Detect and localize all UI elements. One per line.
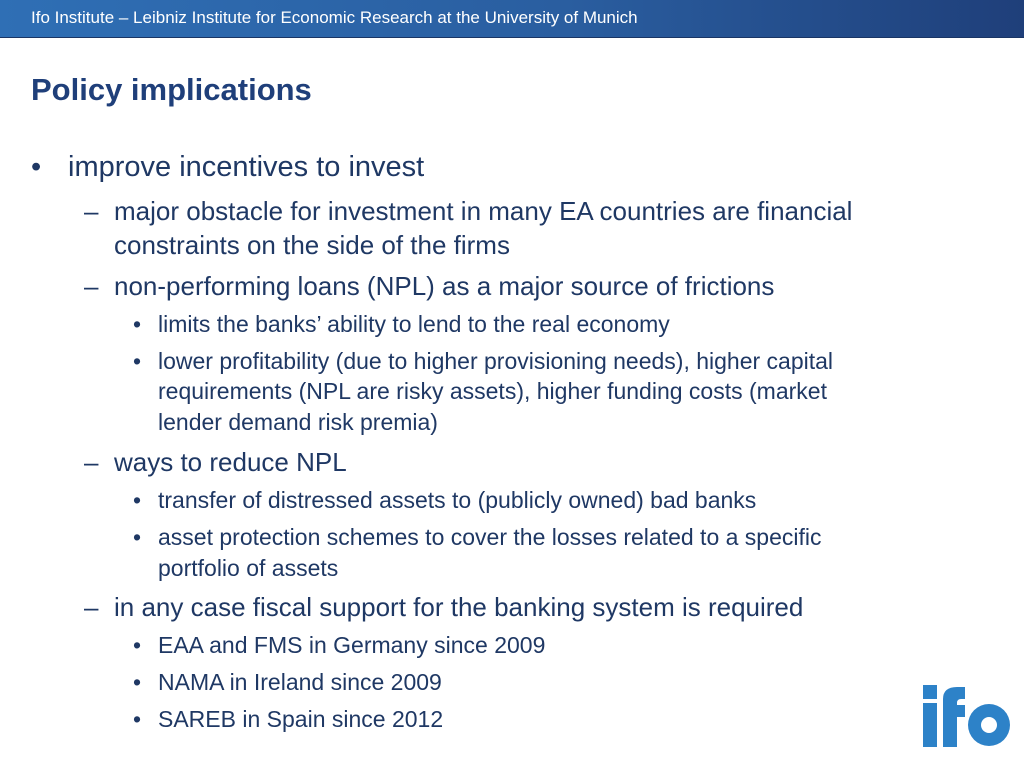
bullet-marker: • bbox=[133, 706, 142, 732]
sub-sub-bullet-item: lower profitability (due to higher provisioning needs), higher capital bbox=[158, 348, 834, 374]
dash-marker: – bbox=[84, 196, 99, 226]
sub-bullet-item: in any case fiscal support for the banking system is required bbox=[114, 592, 804, 622]
bullet-marker: • bbox=[133, 348, 142, 374]
sub-sub-bullet-item: NAMA in Ireland since 2009 bbox=[158, 669, 442, 695]
sub-sub-bullet-item: limits the banks’ ability to lend to the real economy bbox=[158, 311, 670, 337]
dash-marker: – bbox=[84, 271, 99, 301]
dash-marker: – bbox=[84, 592, 99, 622]
institute-name: Ifo Institute – Leibniz Institute for Economic Research at the University of Munich bbox=[31, 8, 638, 27]
sub-bullet-item: major obstacle for investment in many EA countries are financial bbox=[114, 196, 853, 226]
bullet-marker: • bbox=[31, 151, 42, 183]
sub-sub-bullet-item-continued: requirements (NPL are risky assets), higher funding costs (market bbox=[158, 378, 827, 404]
dash-marker: – bbox=[84, 447, 99, 477]
bullet-marker: • bbox=[133, 524, 142, 550]
ifo-logo bbox=[921, 683, 1011, 749]
header-bar bbox=[0, 0, 1024, 38]
bullet-marker: • bbox=[133, 311, 142, 337]
sub-sub-bullet-item: EAA and FMS in Germany since 2009 bbox=[158, 632, 546, 658]
sub-bullet-item: ways to reduce NPL bbox=[114, 447, 347, 477]
bullet-marker: • bbox=[133, 487, 142, 513]
sub-bullet-item-continued: constraints on the side of the firms bbox=[114, 230, 510, 260]
bullet-marker: • bbox=[133, 632, 142, 658]
page-title: Policy implications bbox=[31, 72, 312, 107]
sub-sub-bullet-item: SAREB in Spain since 2012 bbox=[158, 706, 444, 732]
sub-bullet-item: non-performing loans (NPL) as a major source of frictions bbox=[114, 271, 775, 301]
sub-sub-bullet-item: transfer of distressed assets to (publicly owned) bad banks bbox=[158, 487, 757, 513]
bullet-item: improve incentives to invest bbox=[68, 151, 425, 183]
sub-sub-bullet-item: asset protection schemes to cover the losses related to a specific bbox=[158, 524, 822, 550]
bullet-marker: • bbox=[133, 669, 142, 695]
sub-sub-bullet-item-continued: lender demand risk premia) bbox=[158, 409, 438, 435]
sub-sub-bullet-item-continued: portfolio of assets bbox=[158, 555, 339, 581]
